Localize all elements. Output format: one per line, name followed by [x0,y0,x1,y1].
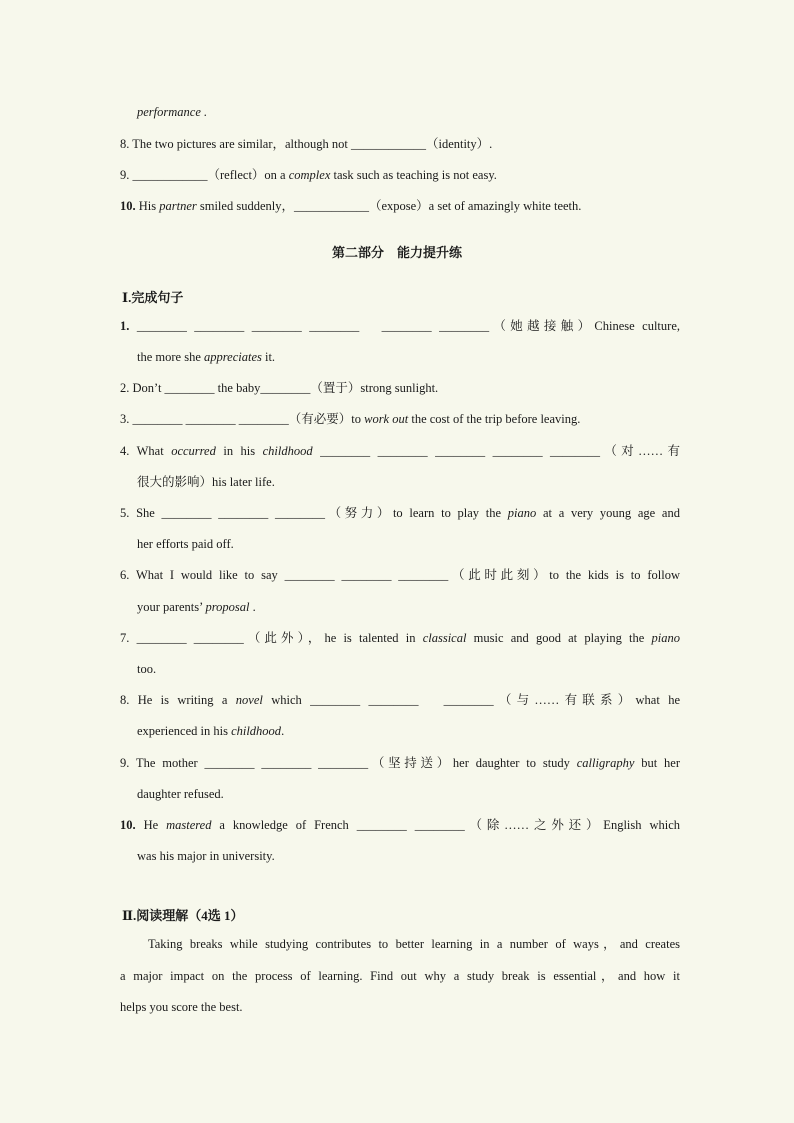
exercise-9: 9. ____________（reflect）on a complex task such as teaching is not easy. [120,168,497,182]
section-reading: Ⅱ.阅读理解（4选 1） [122,908,244,923]
question-7-cont: too. [137,662,157,676]
reading-paragraph-line-2: a major impact on the process of learning. Find out why a study break is essential，and how it [120,969,680,983]
question-7: 7. ________ ________（此外），he is talented in classical music and good at playing the piano [120,631,681,645]
question-5: 5. She ________ ________ ________（努力）to learn to play the piano at a very young age and [120,506,680,520]
question-2: 2. Don’t ________ the baby________（置于）strong sunlight. [120,381,439,395]
question-9: 9. The mother ________ ________ ________（坚持送）her daughter to study calligraphy but her [120,756,680,770]
question-1-cont: the more she appreciates it. [137,350,276,364]
question-4-cont: 很大的影响）his later life. [137,475,275,489]
reading-paragraph-line-3: helps you score the best. [120,1000,243,1014]
part-two-title: 第二部分 能力提升练 [331,245,462,260]
question-8-cont: experienced in his childhood. [137,724,285,738]
exercise-8: 8. The two pictures are similar，although not ____________（identity）. [120,137,493,151]
question-10-cont: was his major in university. [137,849,275,863]
question-6-cont: your parents’ proposal . [137,600,256,614]
question-8: 8. He is writing a novel which ________ ________ ________（与……有联系）what he [120,693,680,707]
section-complete-sentences: Ⅰ.完成句子 [122,290,184,305]
reading-paragraph-line-1: Taking breaks while studying contributes to better learning in a number of ways，and creates [148,937,680,951]
question-10: 10. He mastered a knowledge of French ________ ________（除……之外还）English which [120,818,681,832]
question-6: 6. What I would like to say ________ ________ ________（此时此刻）to the kids is to follow [120,568,680,582]
exercise-10: 10. His partner smiled suddenly，____________（expose）a set of amazingly white teeth. [120,199,582,213]
question-5-cont: her efforts paid off. [137,537,234,551]
question-9-cont: daughter refused. [137,787,224,801]
question-4: 4. What occurred in his childhood ________ ________ ________ ________ ________（对……有 [120,444,680,458]
line-performance: performance . [137,105,208,119]
question-1: 1. ________ ________ ________ ________ ________ ________（她越接触）Chinese culture, [120,319,680,333]
question-3: 3. ________ ________ ________（有必要）to work out the cost of the trip before leaving. [120,412,581,426]
